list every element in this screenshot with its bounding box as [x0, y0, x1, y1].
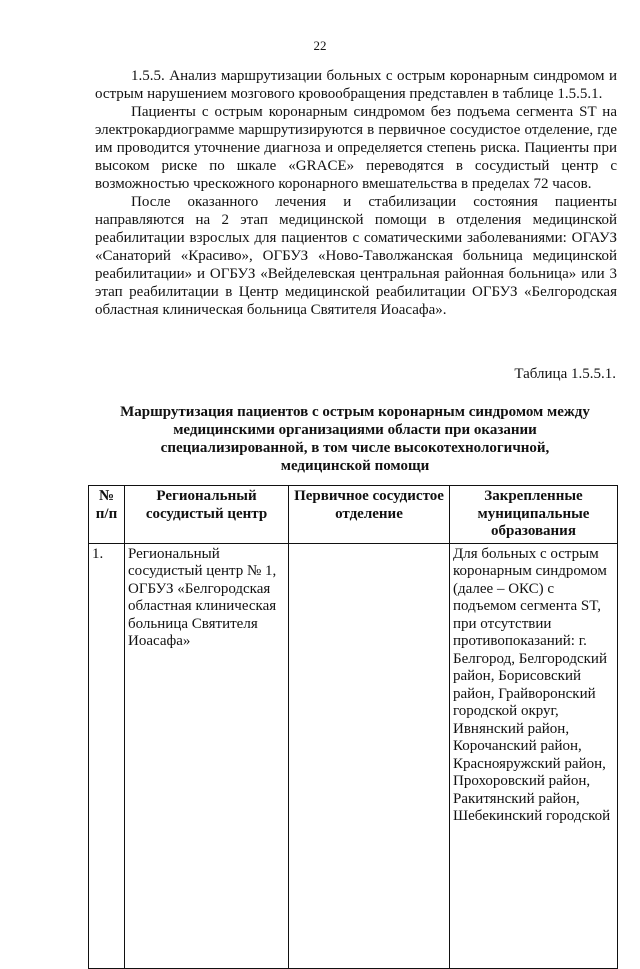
cell-primary — [289, 543, 450, 968]
routing-table — [88, 485, 618, 969]
page-number: 22 — [313, 38, 327, 53]
cell-center: Региональный сосудистый центр № 1, ОГБУЗ «Белгородская областная клиническая больница Святителя Иоасафа» — [125, 543, 289, 968]
header-num: № п/п — [89, 486, 125, 544]
cell-municipal-text: Для больных с острым коронарным синдромом (далее – ОКС) с подъемом сегмента ST, при отсутствии противопоказаний: г. Белгород, Белгородский район, Борисовский район, Грайворонский городской округ, Ивнянский район, Корочанский район, Краснояружский район, Прохоровский район, Ракитянский район, Шебекинский городской — [453, 545, 611, 824]
paragraph: 1.5.5. Анализ маршрутизации больных с острым коронарным синдромом и острым нарушением мозгового кровообращения представлен в таблице 1.5.5.1. — [95, 68, 617, 102]
table-title: Маршрутизация пациентов с острым коронарным синдромом между медицинскими организациями области при оказании специализированной, в том числе высокотехнологичной, медицинской помощи — [120, 404, 590, 474]
cell-municipal — [450, 543, 618, 968]
header-primary: Первичное сосудистое отделение — [289, 486, 450, 544]
header-center: Региональный сосудистый центр — [125, 486, 289, 544]
table-caption: Таблица 1.5.5.1. — [514, 366, 616, 382]
cell-num: 1. — [89, 543, 125, 968]
table-header-row — [89, 486, 618, 544]
body-text — [95, 67, 617, 319]
paragraph: После оказанного лечения и стабилизации состояния пациенты направляются на 2 этап медицинской помощи в отделения медицинской реабилитации взрослых для пациентов с соматическими заболеваниями: ОГАУЗ «Санаторий «Красиво», ОГБУЗ «Ново-Таволжанская больница медицинской реабилитации» и ОГБУЗ «Вейделевская центральная районная больница» или 3 этап реабилитации в Центр медицинской реабилитации ОГБУЗ «Белгородская областная клиническая больница Святителя Иоасафа». — [95, 194, 617, 318]
header-municipal: Закрепленные муниципальные образования — [450, 486, 618, 544]
paragraph: Пациенты с острым коронарным синдромом без подъема сегмента ST на электрокардиограмме маршрутизируются в первичное сосудистое отделение, где им проводится уточнение диагноза и определяется степень риска. Пациенты при высоком риске по шкале «GRACE» переводятся в сосудистый центр с возможностью чрескожного коронарного вмешательства в пределах 72 часов. — [95, 104, 617, 192]
table-row — [89, 543, 618, 968]
